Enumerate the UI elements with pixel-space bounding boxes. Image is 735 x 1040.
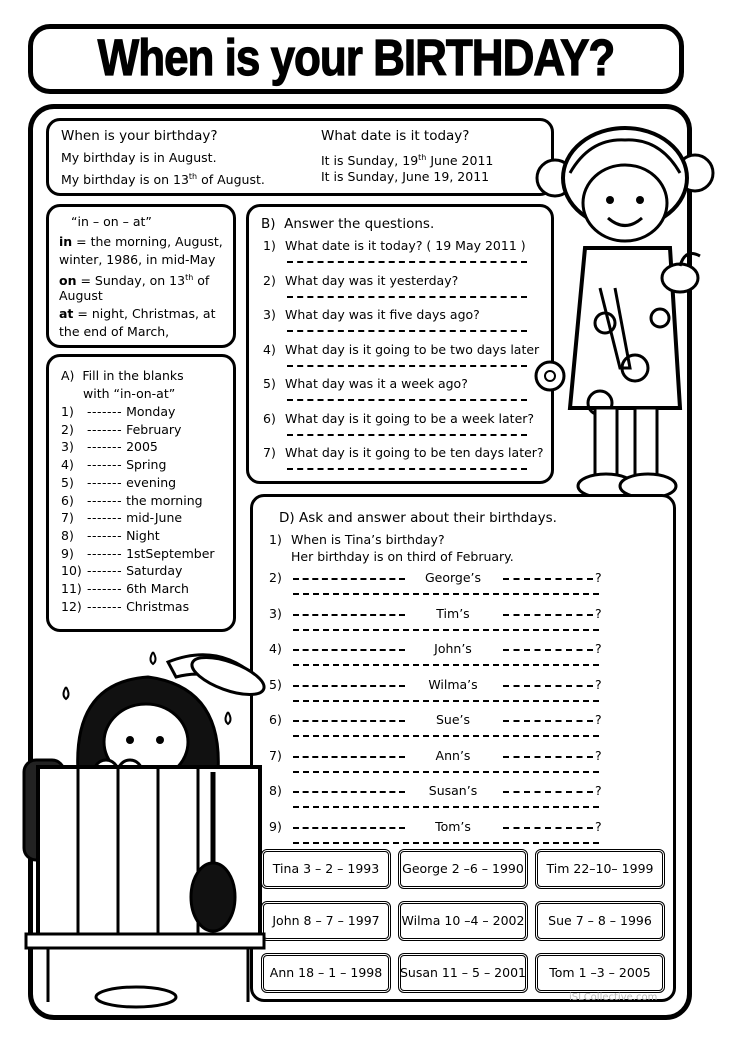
prep-in-line: in = the morning, August,: [59, 234, 223, 249]
section-a-item: [61, 492, 203, 510]
item-text: 6th March: [126, 581, 189, 596]
question-blank-left[interactable]: [293, 827, 405, 829]
prep-at-line2: the end of March,: [59, 324, 170, 339]
intro-right-line2: It is Sunday, June 19, 2011: [321, 169, 490, 184]
section-d-item-number: 2): [269, 570, 282, 585]
item-text: mid-June: [126, 510, 183, 526]
prep-on-line2: August: [59, 288, 103, 303]
person-name: Tim’s: [436, 605, 470, 621]
item-text: 1stSeptember: [126, 545, 215, 561]
birthday-card: Tom 1 –3 – 2005: [535, 953, 665, 993]
birthday-card: Wilma 10 –4 – 2002: [398, 901, 528, 941]
person-name: Sue’s: [435, 712, 471, 727]
section-a-box: [46, 354, 236, 632]
item-number: 1): [61, 404, 74, 419]
section-d-example-question: 1) When is Tina’s birthday?: [269, 532, 445, 547]
question-number: 2): [263, 272, 276, 288]
section-b-question: [263, 306, 480, 324]
item-number: 7): [61, 510, 74, 526]
fill-blank[interactable]: -------: [87, 439, 123, 455]
question-text: What day is it going to be ten days later?: [285, 445, 544, 460]
section-a-item: [61, 527, 160, 545]
birthday-card: Tim 22–10– 1999: [535, 849, 665, 889]
question-blank-right[interactable]: [503, 614, 593, 616]
question-text: What day is it going to be a week later?: [285, 410, 535, 426]
intro-box: [46, 118, 554, 196]
question-blank-right[interactable]: [503, 791, 593, 793]
answer-line[interactable]: [287, 296, 527, 298]
section-d-item-number: 6): [269, 712, 282, 727]
question-blank-right[interactable]: [503, 685, 593, 687]
answer-line[interactable]: [287, 434, 527, 436]
question-mark: ?: [595, 641, 602, 656]
section-b-question: [263, 272, 458, 290]
section-a-item: [61, 403, 175, 421]
fill-blank[interactable]: -------: [87, 474, 123, 490]
fill-blank[interactable]: -------: [87, 598, 123, 614]
section-d-item-number: 7): [269, 747, 282, 763]
item-text: Monday: [126, 404, 176, 419]
question-number: 1): [263, 238, 276, 253]
item-text: Christmas: [126, 598, 190, 614]
question-blank-left[interactable]: [293, 791, 405, 793]
question-mark: ?: [595, 818, 602, 834]
section-b-question: [263, 237, 526, 255]
person-name: Wilma’s: [428, 676, 478, 692]
item-number: 9): [61, 545, 74, 561]
section-b-box: [246, 204, 554, 484]
fill-blank[interactable]: -------: [87, 563, 123, 579]
section-b-question: [263, 444, 544, 462]
birthday-card: Ann 18 – 1 – 1998: [261, 953, 391, 993]
question-text: What day was it yesterday?: [285, 272, 459, 288]
birthday-card: John 8 – 7 – 1997: [261, 901, 391, 941]
fill-blank[interactable]: -------: [87, 457, 123, 473]
section-b-heading: B) Answer the questions.: [261, 216, 435, 232]
question-mark: ?: [595, 570, 602, 585]
question-blank-left[interactable]: [293, 756, 405, 758]
item-number: 11): [61, 581, 82, 596]
intro-left-heading: When is your birthday?: [61, 128, 218, 144]
prepositions-heading: “in – on – at”: [71, 214, 152, 229]
section-b-question: [263, 410, 534, 428]
question-blank-left[interactable]: [293, 685, 405, 687]
answer-line[interactable]: [293, 735, 599, 737]
page-title: When is your BIRTHDAY?: [97, 30, 615, 87]
fill-blank[interactable]: -------: [87, 492, 123, 508]
item-text: Night: [126, 527, 160, 543]
question-number: 6): [263, 410, 276, 426]
fill-blank[interactable]: -------: [87, 545, 123, 561]
answer-line[interactable]: [293, 842, 599, 844]
person-name: Susan’s: [428, 783, 478, 798]
question-text: What day is it going to be two days later: [285, 341, 540, 357]
section-a-item: [61, 562, 182, 580]
item-number: 10): [61, 563, 82, 579]
item-text: 2005: [126, 439, 158, 455]
answer-line[interactable]: [293, 700, 599, 702]
girl-with-bird-illustration: [530, 118, 725, 508]
watermark: iSLCollective.com: [569, 992, 658, 1003]
section-a-heading: A) Fill in the blanks: [61, 368, 184, 383]
section-d-box: [250, 494, 676, 1002]
section-d-item-number: 9): [269, 818, 282, 834]
birthday-card: Sue 7 – 8 – 1996: [535, 901, 665, 941]
section-b-question: [263, 341, 539, 359]
item-number: 12): [61, 598, 82, 614]
question-number: 4): [263, 341, 276, 357]
item-number: 5): [61, 474, 74, 490]
section-b-question: [263, 375, 468, 393]
fill-blank[interactable]: -------: [87, 527, 123, 543]
intro-right-line1: It is Sunday, 19th June 2011: [321, 153, 494, 169]
girl-in-shower-illustration: [18, 642, 268, 1014]
question-blank-right[interactable]: [503, 578, 593, 580]
question-mark: ?: [595, 605, 602, 621]
birthday-card: Tina 3 – 2 – 1993: [261, 849, 391, 889]
question-blank-left[interactable]: [293, 720, 405, 722]
question-text: What date is it today? ( 19 May 2011 ): [285, 238, 526, 253]
item-number: 4): [61, 457, 74, 473]
person-name: John’s: [434, 641, 472, 656]
item-text: Spring: [126, 457, 167, 473]
answer-line[interactable]: [293, 664, 599, 666]
item-text: Saturday: [126, 563, 183, 579]
intro-right-heading: What date is it today?: [321, 128, 470, 144]
section-a-item: [61, 509, 182, 527]
question-mark: ?: [595, 747, 602, 763]
question-text: What day was it five days ago?: [285, 307, 480, 322]
item-text: evening: [126, 474, 177, 490]
section-a-item: [61, 474, 176, 492]
prep-at-line: at = night, Christmas, at: [59, 306, 216, 321]
section-d-item-number: 8): [269, 783, 282, 798]
item-number: 3): [61, 439, 74, 455]
question-blank-left[interactable]: [293, 578, 405, 580]
question-blank-right[interactable]: [503, 720, 593, 722]
section-d-example-answer: Her birthday is on third of February.: [291, 549, 514, 564]
intro-left-line1: My birthday is in August.: [61, 150, 217, 165]
answer-line[interactable]: [293, 629, 599, 631]
question-number: 5): [263, 376, 276, 391]
section-a-item: [61, 598, 189, 616]
title-banner: [28, 24, 684, 94]
section-a-item: [61, 545, 215, 563]
person-name: Tom’s: [435, 818, 471, 834]
question-mark: ?: [595, 676, 602, 692]
person-name: George’s: [424, 570, 482, 585]
question-number: 3): [263, 307, 276, 322]
question-blank-right[interactable]: [503, 827, 593, 829]
fill-blank[interactable]: -------: [87, 510, 123, 526]
person-name: Ann’s: [435, 747, 471, 763]
intro-left-line2: My birthday is on 13th of August.: [61, 172, 265, 188]
item-number: 6): [61, 492, 74, 508]
question-blank-left[interactable]: [293, 649, 405, 651]
section-a-item: [61, 421, 181, 439]
section-a-item: [61, 456, 166, 474]
fill-blank[interactable]: -------: [87, 581, 123, 596]
question-blank-right[interactable]: [503, 756, 593, 758]
question-number: 7): [263, 445, 276, 460]
fill-blank[interactable]: -------: [87, 421, 123, 437]
section-d-item-number: 5): [269, 676, 282, 692]
question-blank-right[interactable]: [503, 649, 593, 651]
section-d-item-number: 3): [269, 605, 282, 621]
answer-line[interactable]: [287, 365, 527, 367]
answer-line[interactable]: [293, 806, 599, 808]
item-number: 8): [61, 527, 74, 543]
item-text: February: [126, 421, 182, 437]
answer-line[interactable]: [287, 399, 527, 401]
section-a-item: [61, 580, 189, 598]
fill-blank[interactable]: -------: [87, 404, 123, 419]
prep-on-line: on = Sunday, on 13th of: [59, 273, 210, 289]
section-a-item: [61, 438, 158, 456]
section-d-item-number: 4): [269, 641, 282, 656]
item-number: 2): [61, 421, 74, 437]
section-d-heading: D) Ask and answer about their birthdays.: [279, 510, 557, 526]
answer-line[interactable]: [293, 771, 599, 773]
prep-in-line2: winter, 1986, in mid-May: [59, 252, 216, 267]
question-text: What day was it a week ago?: [285, 376, 468, 391]
item-text: the morning: [126, 492, 203, 508]
question-blank-left[interactable]: [293, 614, 405, 616]
answer-line[interactable]: [293, 593, 599, 595]
section-a-subheading: with “in-on-at”: [83, 386, 176, 401]
answer-line[interactable]: [287, 261, 527, 263]
birthday-card: Susan 11 – 5 – 2001: [398, 953, 528, 993]
prepositions-box: [46, 204, 236, 348]
question-mark: ?: [595, 712, 602, 727]
answer-line[interactable]: [287, 468, 527, 470]
answer-line[interactable]: [287, 330, 527, 332]
question-mark: ?: [595, 783, 602, 798]
birthday-card: George 2 –6 – 1990: [398, 849, 528, 889]
